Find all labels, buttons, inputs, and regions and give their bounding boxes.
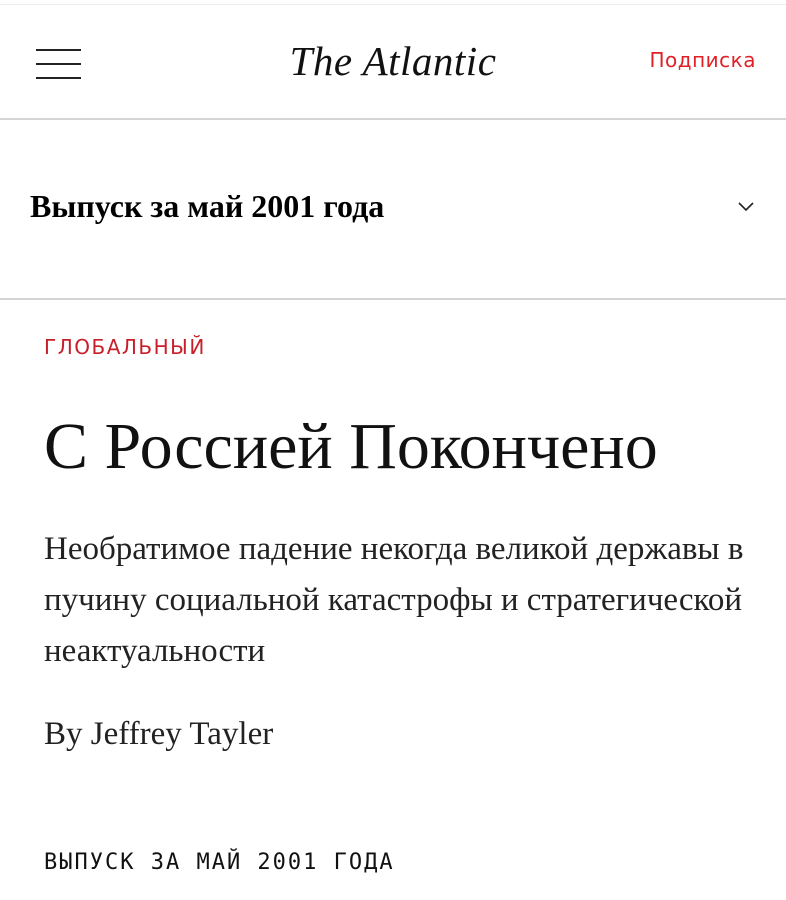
section-label[interactable]: ГЛОБАЛЬНЫЙ bbox=[44, 335, 206, 359]
byline bbox=[44, 712, 273, 756]
issue-caption[interactable]: ВЫПУСК ЗА МАЙ 2001 ГОДА bbox=[44, 850, 395, 875]
author-link[interactable]: Jeffrey Tayler bbox=[90, 716, 274, 752]
issue-divider bbox=[0, 298, 786, 300]
article-title: С Россией Покончено bbox=[44, 410, 658, 483]
subscribe-link[interactable]: Подписка bbox=[649, 48, 756, 72]
issue-selector[interactable] bbox=[0, 120, 786, 298]
chevron-down-icon bbox=[736, 196, 756, 216]
issue-selector-label: Выпуск за май 2001 года bbox=[30, 188, 385, 224]
menu-line bbox=[36, 77, 81, 79]
menu-line bbox=[36, 49, 81, 51]
menu-line bbox=[36, 63, 81, 65]
article-dek: Необратимое падение некогда великой державы в пучину социальной катастрофы и стратегической неактуальности bbox=[44, 531, 744, 669]
byline-prefix: By bbox=[44, 716, 83, 752]
site-header bbox=[0, 5, 786, 119]
site-logo[interactable]: The Atlantic bbox=[289, 38, 497, 84]
hamburger-menu-icon[interactable] bbox=[36, 49, 81, 81]
